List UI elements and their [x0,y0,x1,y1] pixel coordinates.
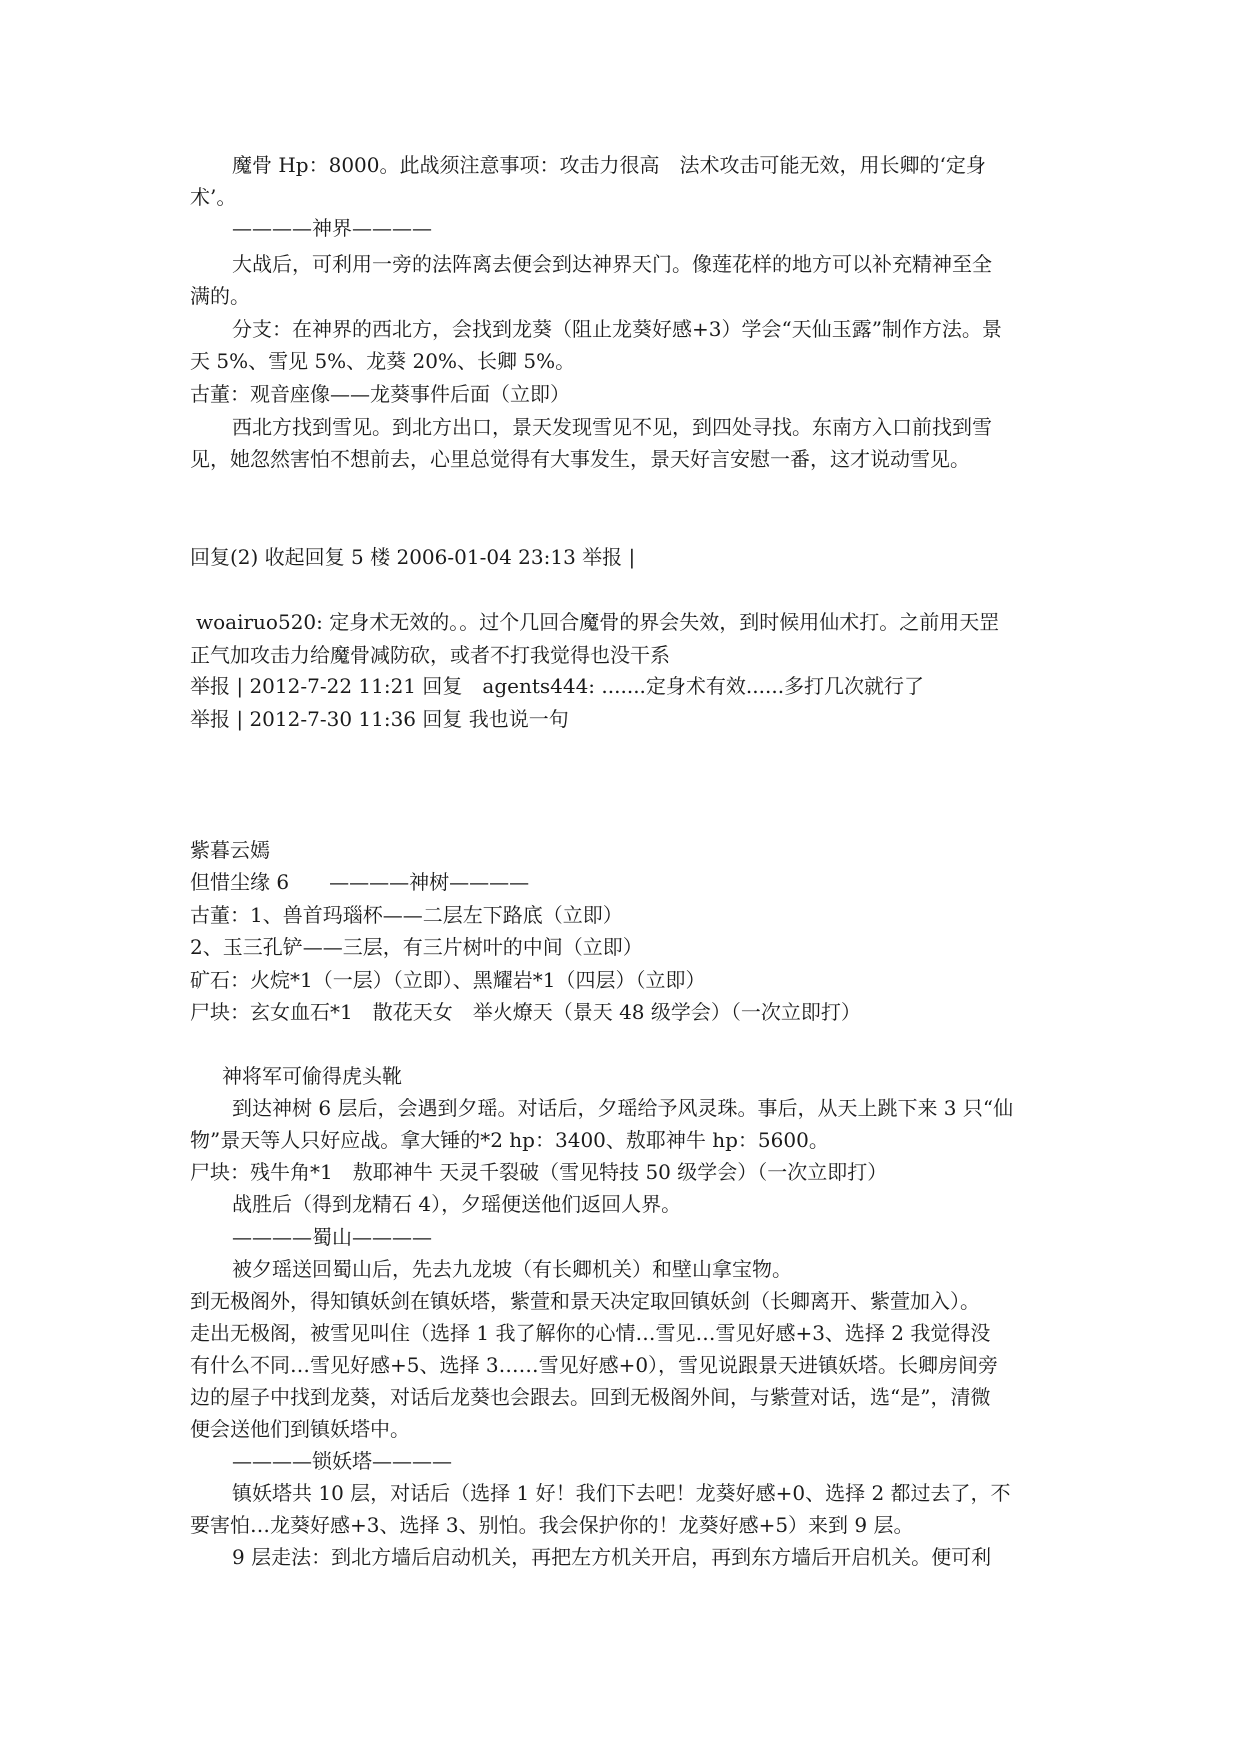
text-line: 古董：1、兽首玛瑙杯——二层左下路底（立即） [190,903,623,927]
text-line: 见，她忽然害怕不想前去，心里总觉得有大事发生，景天好言安慰一番，这才说动雪见。 [190,447,970,471]
section-heading: ————锁妖塔———— [232,1449,452,1473]
text-line: 走出无极阁，被雪见叫住（选择 1 我了解你的心情…雪见…雪见好感+3、选择 2 我觉得没 [190,1321,991,1345]
text-line: 镇妖塔共 10 层，对话后（选择 1 好！我们下去吧！龙葵好感+0、选择 2 都过去了，不 [232,1481,1011,1505]
text-line: 大战后，可利用一旁的法阵离去便会到达神界天门。像莲花样的地方可以补充精神至全 [232,252,992,276]
reply-comment: 举报 | 2012-7-30 11:36 回复 我也说一句 [190,707,569,731]
text-line: 物”景天等人只好应战。拿大锤的*2 hp：3400、敖耶神牛 hp：5600。 [190,1128,829,1152]
text-line: 但惜尘缘 6 ————神树———— [190,870,530,894]
text-line: 战胜后（得到龙精石 4），夕瑶便送他们返回人界。 [232,1192,682,1216]
text-line: 古董：观音座像——龙葵事件后面（立即） [190,382,570,406]
text-line: 分支：在神界的西北方，会找到龙葵（阻止龙葵好感+3）学会“天仙玉露”制作方法。景 [232,317,1002,341]
reply-comment: woairuo520: 定身术无效的。。过个几回合魔骨的界会失效，到时候用仙术打。之前用天罡 [196,610,1000,634]
text-line: 要害怕…龙葵好感+3、选择 3、别怕。我会保护你的！龙葵好感+5）来到 9 层。 [190,1513,914,1537]
reply-comment: 举报 | 2012-7-22 11:21 回复 agents444: .......定身术有效......多打几次就行了 [190,674,925,698]
text-line: 尸块：玄女血石*1 散花天女 举火燎天（景天 48 级学会）（一次立即打） [190,1000,861,1024]
text-line: 尸块：残牛角*1 敖耶神牛 天灵千裂破（雪见特技 50 级学会）（一次立即打） [190,1160,888,1184]
text-line: 有什么不同…雪见好感+5、选择 3……雪见好感+0），雪见说跟景天进镇妖塔。长卿房间旁 [190,1353,999,1377]
section-heading: ————神界———— [232,216,432,240]
text-line: 被夕瑶送回蜀山后，先去九龙坡（有长卿机关）和壁山拿宝物。 [232,1257,792,1281]
text-line: 便会送他们到镇妖塔中。 [190,1417,410,1441]
text-line: 2、玉三孔铲——三层，有三片树叶的中间（立即） [190,935,643,959]
text-line: 术’。 [190,185,237,209]
text-line: 天 5%、雪见 5%、龙葵 20%、长卿 5%。 [190,349,576,373]
text-line: 矿石：火烷*1（一层）（立即）、黑耀岩*1（四层）（立即） [190,968,706,992]
text-line: 到无极阁外，得知镇妖剑在镇妖塔，紫萱和景天决定取回镇妖剑（长卿离开、紫萱加入）。 [190,1289,980,1313]
section-heading: ————蜀山———— [232,1225,432,1249]
author-name: 紫暮云嫣 [190,838,270,862]
text-line: 魔骨 Hp：8000。此战须注意事项：攻击力很高 法术攻击可能无效，用长卿的‘定身 [232,153,986,177]
text-line: 到达神树 6 层后，会遇到夕瑶。对话后，夕瑶给予风灵珠。事后，从天上跳下来 3 只“仙 [232,1096,1014,1120]
text-line: 神将军可偷得虎头靴 [222,1064,402,1088]
text-line: 满的。 [190,284,250,308]
text-line: 9 层走法：到北方墙后启动机关，再把左方机关开启，再到东方墙后开启机关。便可利 [232,1545,992,1569]
reply-meta-line: 回复(2) 收起回复 5 楼 2006-01-04 23:13 举报 | [190,545,636,569]
text-line: 边的屋子中找到龙葵，对话后龙葵也会跟去。回到无极阁外间，与紫萱对话，选“是”，清微 [190,1385,991,1409]
text-line: 西北方找到雪见。到北方出口，景天发现雪见不见，到四处寻找。东南方入口前找到雪 [232,415,992,439]
reply-comment: 正气加攻击力给魔骨减防砍，或者不打我觉得也没干系 [190,643,670,667]
